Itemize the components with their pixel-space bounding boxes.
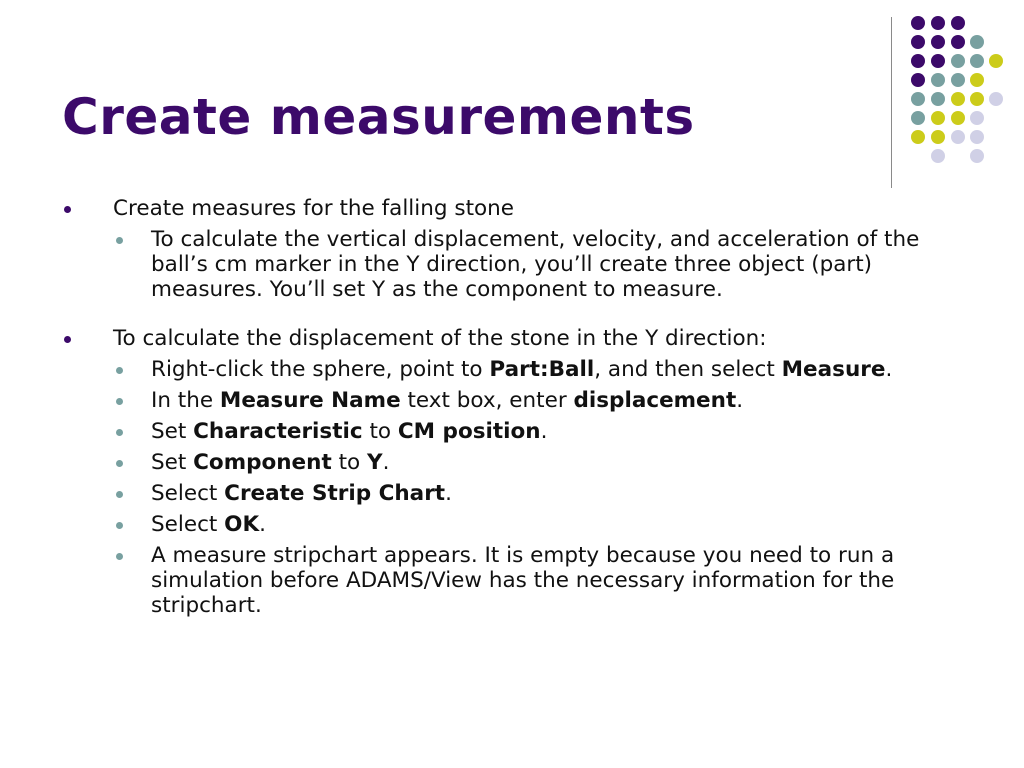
decor-dot [970, 149, 984, 163]
bold-run: Part:Ball [489, 357, 595, 382]
sub-bullet-marker [116, 237, 123, 244]
sub-bullet [0, 419, 981, 444]
bullet-section2 [0, 326, 973, 351]
decor-dot [970, 54, 984, 68]
bold-run: CM position [397, 419, 541, 444]
text-run: Select [151, 481, 225, 506]
sub-bullet-marker [116, 553, 123, 560]
decor-dot [951, 92, 965, 106]
sub-bullet-marker [116, 460, 123, 467]
sub-bullet [0, 512, 981, 537]
decor-dot [970, 111, 984, 125]
decor-dot [970, 73, 984, 87]
decor-dot [931, 130, 945, 144]
text-run: . [445, 481, 452, 506]
sub-bullet-marker [116, 491, 123, 498]
text-run: to [362, 419, 398, 444]
decor-dot [931, 149, 945, 163]
decor-dot [931, 92, 945, 106]
slide-content [0, 196, 1024, 618]
decor-dot [911, 111, 925, 125]
sub-bullet [0, 450, 981, 475]
decor-dot [970, 35, 984, 49]
text-run: to [331, 450, 367, 475]
decor-dot [989, 92, 1003, 106]
bold-run: displacement [573, 388, 737, 413]
decor-dot [989, 54, 1003, 68]
decor-dot [911, 92, 925, 106]
bullet-text: To calculate the displacement of the stone in the Y direction: [113, 326, 767, 351]
decor-dot [970, 130, 984, 144]
decor-dot [951, 130, 965, 144]
text-run: . [382, 450, 390, 475]
decor-dot [931, 111, 945, 125]
decor-dot [931, 73, 945, 87]
sub-bullet [0, 481, 981, 506]
sub-bullet-text: To calculate the vertical displacement, velocity, and acceleration of the ball’s cm marker in the Y direction, you’ll create three object (part) measures. You’ll set Y as the component to measure. [151, 227, 920, 302]
decor-dot [951, 111, 965, 125]
decor-dot [970, 92, 984, 106]
bold-run: Y [367, 450, 383, 475]
sub-bullet [0, 543, 981, 618]
decor-dot [931, 35, 945, 49]
text-run: Right-click the sphere, point to [151, 357, 490, 382]
sub-bullet-marker [116, 398, 123, 405]
sub-bullet [0, 388, 981, 413]
sub-bullet-marker [116, 522, 123, 529]
bullet-marker [64, 206, 71, 213]
decorative-dot-grid [0, 0, 1024, 200]
bullet-marker [64, 336, 71, 343]
decor-dot [911, 16, 925, 30]
decor-dot [911, 73, 925, 87]
decor-dot [911, 130, 925, 144]
bold-run: Characteristic [193, 419, 363, 444]
text-run: Select [151, 512, 225, 537]
bold-run: Measure Name [219, 388, 401, 413]
decor-dot [951, 73, 965, 87]
sub-bullet-marker [116, 367, 123, 374]
bullet-section1 [0, 196, 973, 221]
decor-dot [931, 54, 945, 68]
bold-run: OK [224, 512, 260, 537]
decor-dot [951, 54, 965, 68]
text-run: A measure stripchart appears. It is empty because you need to run a simulation before ADAMS/View has the necessary information for the stripchart. [151, 543, 895, 618]
text-run: Set [151, 419, 194, 444]
bullet-text: Create measures for the falling stone [113, 196, 515, 221]
text-run: . [736, 388, 744, 413]
decor-dot [951, 35, 965, 49]
bold-run: Create Strip Chart [224, 481, 446, 506]
text-run: . [885, 357, 893, 382]
text-run: , and then select [594, 357, 782, 382]
slide-title: Create measurements [62, 88, 695, 146]
decor-dot [951, 16, 965, 30]
sub-bullet [0, 357, 981, 382]
text-run: . [259, 512, 266, 537]
decor-dot [911, 35, 925, 49]
bold-run: Component [193, 450, 332, 475]
text-run: Set [151, 450, 194, 475]
text-run: text box, enter [400, 388, 574, 413]
decor-dot [911, 54, 925, 68]
text-run: . [540, 419, 548, 444]
bold-run: Measure [781, 357, 886, 382]
sub-bullet-marker [116, 429, 123, 436]
text-run: In the [151, 388, 220, 413]
sub-bullet [0, 227, 981, 302]
decor-dot [931, 16, 945, 30]
